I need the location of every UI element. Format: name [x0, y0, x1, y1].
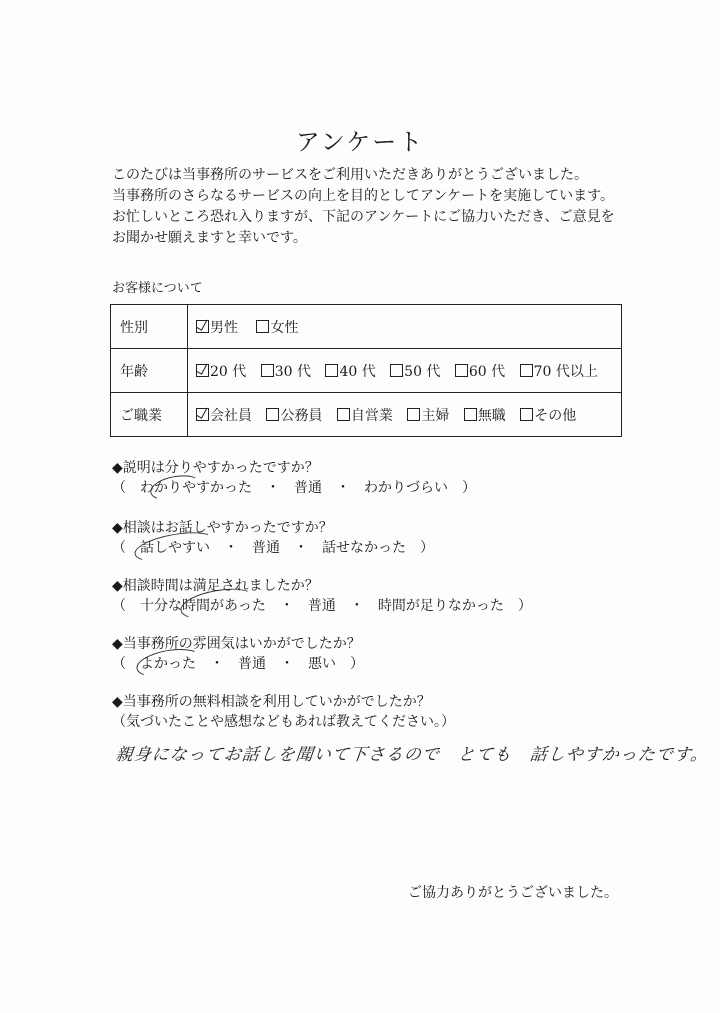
question-text: ◆当事務所の雰囲気はいかがでしたか？ [112, 636, 361, 652]
answer-row: （ 十分な時間があった ・ 普通 ・ 時間が足りなかった ） [112, 598, 532, 614]
age-option-20s[interactable]: 20 代 [196, 361, 246, 381]
checkbox-icon[interactable] [266, 408, 279, 421]
answer-option-selected[interactable]: 十分な時間があった [140, 598, 266, 614]
gender-option-female[interactable]: 女性 [256, 317, 298, 337]
occupation-option-other[interactable]: その他 [520, 405, 576, 425]
checkbox-icon[interactable] [337, 408, 350, 421]
customer-info-table [110, 304, 622, 437]
occupation-option-self-employed[interactable]: 自営業 [337, 405, 393, 425]
free-question-block [112, 692, 455, 732]
age-label: 年齢 [111, 349, 188, 393]
gender-label: 性別 [111, 305, 188, 349]
age-options [188, 349, 622, 393]
question-block-2 [112, 518, 434, 558]
checkbox-icon[interactable] [407, 408, 420, 421]
checkbox-checked-icon[interactable] [196, 408, 209, 421]
question-text: ◆相談時間は満足されましたか？ [112, 578, 319, 594]
checkbox-checked-icon[interactable] [196, 320, 209, 333]
answer-row: （ 話しやすい ・ 普通 ・ 話せなかった ） [112, 540, 434, 556]
occupation-option-unemployed[interactable]: 無職 [464, 405, 506, 425]
occupation-row [111, 393, 622, 437]
occupation-option-civil-servant[interactable]: 公務員 [266, 405, 322, 425]
checkbox-icon[interactable] [455, 364, 468, 377]
occupation-option-homemaker[interactable]: 主婦 [407, 405, 449, 425]
question-block-4 [112, 634, 364, 674]
question-text: ◆相談はお話しやすかったですか？ [112, 520, 333, 536]
answer-option-selected[interactable]: わかりやすかった [140, 480, 252, 496]
thanks-text: ご協力ありがとうございました。 [408, 885, 618, 901]
age-option-60s[interactable]: 60 代 [455, 361, 505, 381]
checkbox-icon[interactable] [520, 364, 533, 377]
answer-option-selected[interactable]: 話しやすい [140, 540, 210, 556]
answer-row: （ わかりやすかった ・ 普通 ・ わかりづらい ） [112, 480, 476, 496]
answer-option-selected[interactable]: よかった [140, 656, 196, 672]
occupation-label: ご職業 [111, 393, 188, 437]
question-note: （気づいたことや感想などもあれば教えてください。） [112, 714, 455, 730]
gender-option-male[interactable]: 男性 [196, 317, 238, 337]
checkbox-icon[interactable] [256, 320, 269, 333]
checkbox-icon[interactable] [261, 364, 274, 377]
answer-option[interactable]: 普通 [238, 656, 266, 672]
answer-option[interactable]: 普通 [294, 480, 322, 496]
customer-section-label: お客様について [112, 281, 203, 296]
page-title: アンケート [295, 128, 425, 156]
question-block-3 [112, 576, 532, 616]
answer-option[interactable]: 話せなかった [322, 540, 406, 556]
answer-row: （ よかった ・ 普通 ・ 悪い ） [112, 656, 364, 672]
age-option-30s[interactable]: 30 代 [261, 361, 311, 381]
intro-text [112, 165, 672, 249]
age-option-50s[interactable]: 50 代 [390, 361, 440, 381]
intro-line: お聞かせ願えますと幸いです。 [112, 230, 307, 246]
intro-line: このたびは当事務所のサービスをご利用いただきありがとうございました。 [112, 167, 588, 183]
gender-row [111, 305, 622, 349]
question-block-1 [112, 458, 476, 498]
checkbox-checked-icon[interactable] [196, 364, 209, 377]
answer-option[interactable]: 普通 [307, 598, 336, 614]
occupation-option-employee[interactable]: 会社員 [196, 405, 252, 425]
checkbox-icon[interactable] [325, 364, 338, 377]
checkbox-icon[interactable] [390, 364, 403, 377]
answer-option[interactable]: 悪い [308, 656, 336, 672]
gender-options [188, 305, 622, 349]
answer-option[interactable]: 普通 [252, 540, 280, 556]
occupation-options [188, 393, 622, 437]
question-text: ◆当事務所の無料相談を利用していかがでしたか？ [112, 694, 431, 710]
age-row [111, 349, 622, 393]
age-option-70s-plus[interactable]: 70 代以上 [520, 361, 598, 381]
answer-option[interactable]: わかりづらい [364, 480, 448, 496]
checkbox-icon[interactable] [464, 408, 477, 421]
answer-option[interactable]: 時間が足りなかった [377, 598, 504, 614]
intro-line: 当事務所のさらなるサービスの向上を目的としてアンケートを実施しています。 [112, 188, 615, 204]
age-option-40s[interactable]: 40 代 [325, 361, 375, 381]
intro-line: お忙しいところ恐れ入りますが、下記のアンケートにご協力いただき、ご意見を [112, 209, 615, 225]
question-text: ◆説明は分りやすかったですか？ [112, 460, 319, 476]
checkbox-icon[interactable] [520, 408, 533, 421]
handwritten-answer: 親身になってお話しを聞いて下さるので とても 話しやすかったです。 [114, 745, 710, 765]
